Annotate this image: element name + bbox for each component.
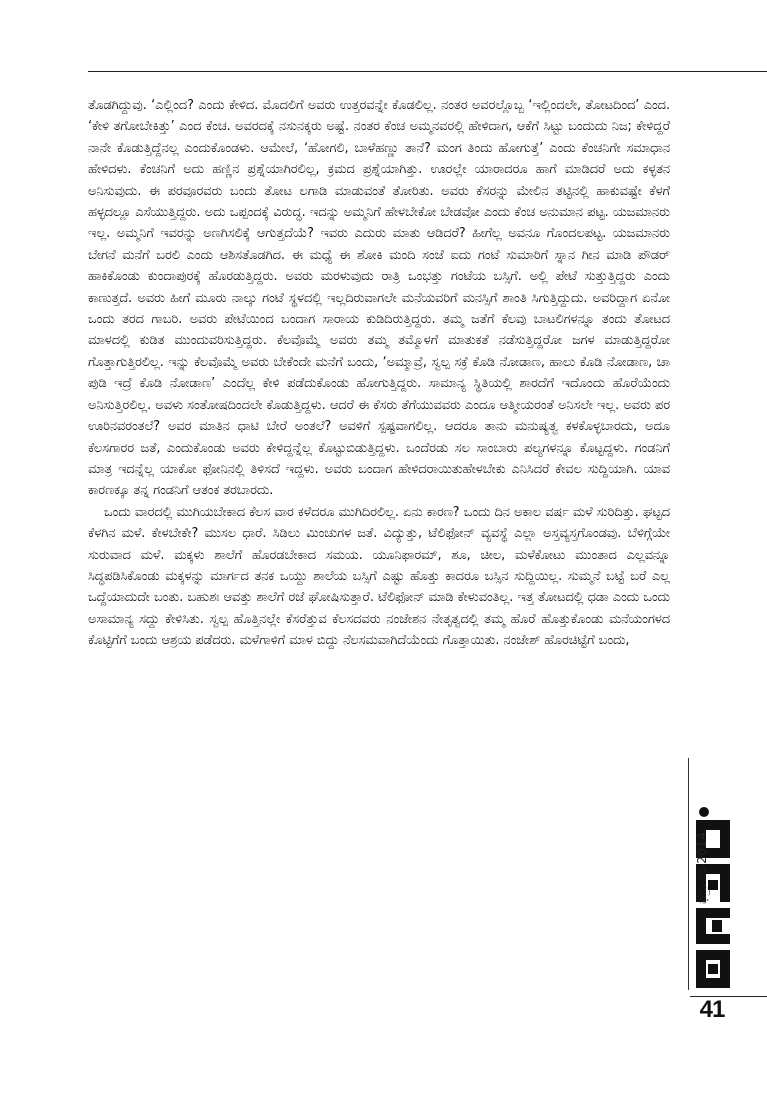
article-body <box>88 95 670 652</box>
paragraph-1: ತೊಡಗಿದ್ದುವು. ‘ಎಲ್ಲಿಂದ? ಎಂದು ಕೇಳಿದ. ಮೊದಲಿಗೆ ಅವರು ಉತ್ತರವನ್ನೇ ಕೊಡಲಿಲ್ಲ. ನಂತರ ಅವರಲ್ಲೊಬ್ಬ ‘ಇಲ್ಲಿಂದಲೇ, ತೋಟದಿಂದ’ ಎಂದ. ‘ಕೇಳಿ ತಗೋಬೇಕಿತ್ತು’ ಎಂದ ಕೆಂಚ. ಅವರದಕ್ಕೆ ನಸುನಕ್ಕರು ಅಷ್ಟೆ. ನಂತರ ಕೆಂಚ ಅಮ್ಮನವರಲ್ಲಿ ಹೇಳಿದಾಗ, ಆಕೆಗೆ ಸಿಟ್ಟು ಬಂದುದು ನಿಜ; ಕೇಳಿದ್ದರೆ ನಾನೇ ಕೊಡುತ್ತಿದ್ದೆನಲ್ಲ ಎಂದುಕೊಂಡಳು. ಆಮೇಲೆ, ‘ಹೋಗಲಿ, ಬಾಳೆಹಣ್ಣು ತಾನೆ? ಮಂಗ ತಿಂದು ಹೋಗುತ್ತೆ’ ಎಂದು ಕೆಂಚನಿಗೇ ಸಮಾಧಾನ ಹೇಳಿದಳು. ಕೆಂಚನಿಗೆ ಅದು ಹಣ್ಣಿನ ಪ್ರಶ್ನೆಯಾಗಿರಲಿಲ್ಲ, ಕ್ರಮದ ಪ್ರಶ್ನೆಯಾಗಿತ್ತು. ಊರಲ್ಲೇ ಯಾರಾದರೂ ಹಾಗೆ ಮಾಡಿದರೆ ಅದು ಕಳ್ಳತನ ಅನಿಸುವುದು. ಈ ಪರವೂರವರು ಬಂದು ತೋಟ ಲಗಾಡಿ ಮಾಡುವಂತೆ ತೋರಿತು. ಅವರು ಕೆಸರನ್ನು ಮೇಲಿನ ತಟ್ಟಿನಲ್ಲಿ ಹಾಕುವಷ್ಟೇ ಕೆಳಗೆ ಹಳ್ಳದಲ್ಲೂ ಎಸೆಯುತ್ತಿದ್ದರು. ಅದು ಒಪ್ಪಂದಕ್ಕೆ ವಿರುದ್ಧ. ಇದನ್ನು ಅಮ್ಮನಿಗೆ ಹೇಳಬೇಕೋ ಬೇಡವೋ ಎಂದು ಕೆಂಚ ಅನುಮಾನ ಪಟ್ಟ. ಯಜಮಾನರು ಇಲ್ಲ. ಅಮ್ಮನಿಗೆ ಇವರನ್ನು ಅಣಗಿಸಲಿಕ್ಕೆ ಆಗುತ್ತದೆಯೆ? ಇವರು ಎದುರು ಮಾತು ಆಡಿದರೆ? ಹೀಗೆಲ್ಲ ಅವನೂ ಗೊಂದಲಪಟ್ಟ. ಯಜಮಾನರು ಬೇಗನೆ ಮನೆಗೆ ಬರಲಿ ಎಂದು ಆಶಿಸತೊಡಗಿದ. ಈ ಮಧ್ಯೆ ಈ ಶೋಕಿ ಮಂದಿ ಸಂಜೆ ಐದು ಗಂಟೆ ಸುಮಾರಿಗೆ ಸ್ನಾನ ಗೀನ ಮಾಡಿ ಪೌಡರ್ ಹಾಕಿಕೊಂಡು ಕುಂದಾಪುರಕ್ಕೆ ಹೊರಡುತ್ತಿದ್ದರು. ಅವರು ಮರಳುವುದು ರಾತ್ರಿ ಒಂಭತ್ತು ಗಂಟೆಯ ಬಸ್ಸಿಗೆ. ಅಲ್ಲಿ ಪೇಟೆ ಸುತ್ತುತ್ತಿದ್ದರು ಎಂದು ಕಾಣುತ್ತದೆ. ಅವರು ಹೀಗೆ ಮೂರು ನಾಲ್ಕು ಗಂಟೆ ಸ್ಥಳದಲ್ಲಿ ಇಲ್ಲದಿರುವಾಗಲೇ ಮನೆಯವರಿಗೆ ಮನಸ್ಸಿಗೆ ಶಾಂತಿ ಸಿಗುತ್ತಿದ್ದುದು. ಅವರಿದ್ದಾಗ ಏನೋ ಒಂದು ತರದ ಗಾಬರಿ. ಅವರು ಪೇಟೆಯಿಂದ ಬಂದಾಗ ಸಾರಾಯ ಕುಡಿದಿರುತ್ತಿದ್ದರು. ತಮ್ಮ ಜತೆಗೆ ಕೆಲವು ಬಾಟಲಿಗಳನ್ನೂ ತಂದು ತೋಟದ ಮಾಳದಲ್ಲಿ ಕುಡಿತ ಮುಂದುವರಿಸುತ್ತಿದ್ದರು. ಕೆಲವೊಮ್ಮೆ ಅವರು ತಮ್ಮ ತಮ್ಮೊಳಗೆ ಮಾತುಕತೆ ನಡೆಸುತ್ತಿದ್ದರೋ ಜಗಳ ಮಾಡುತ್ತಿದ್ದರೋ ಗೊತ್ತಾಗುತ್ತಿರಲಿಲ್ಲ. ಇನ್ನು ಕೆಲವೊಮ್ಮೆ ಅವರು ಬೇಕೆಂದೇ ಮನೆಗೆ ಬಂದು, ‘ಅಮ್ಮಾವ್ರೆ, ಸ್ವಲ್ಪ ಸಕ್ರೆ ಕೊಡಿ ನೋಡಾಣ, ಹಾಲು ಕೊಡಿ ನೋಡಾಣ, ಚಾ ಪುಡಿ ಇದ್ರೆ ಕೊಡಿ ನೋಡಾಣ’ ಎಂದೆಲ್ಲ ಕೇಳಿ ಪಡೆದುಕೊಂಡು ಹೋಗುತ್ತಿದ್ದರು. ಸಾಮಾನ್ಯ ಸ್ಥಿತಿಯಲ್ಲಿ ಶಾರದೆಗೆ ಇದೊಂದು ಹೊರೆಯೆಂದು ಅನಿಸುತ್ತಿರಲಿಲ್ಲ. ಅವಳು ಸಂತೋಷದಿಂದಲೇ ಕೊಡುತ್ತಿದ್ದಳು. ಆದರೆ ಈ ಕೆಸರು ತೆಗೆಯುವವರು ಎಂದೂ ಆತ್ಮೀಯರಂತೆ ಅನಿಸಲೇ ಇಲ್ಲ. ಅವರು ಪರ ಊರಿನವರಂತಲೆ? ಅವರ ಮಾತಿನ ಧಾಟಿ ಬೇರೆ ಅಂತಲೆ? ಅವಳಿಗೆ ಸ್ಪಷ್ಟವಾಗಲಿಲ್ಲ. ಆದರೂ ತಾನು ಮನುಷ್ಯತ್ವ ಕಳಕೊಳ್ಳಬಾರದು, ಅದೂ ಕೆಲಸಗಾರರ ಜತೆ, ಎಂದುಕೊಂಡು ಅವರು ಕೇಳಿದ್ದನ್ನೆಲ್ಲ ಕೊಟ್ಟುಬಿಡುತ್ತಿದ್ದಳು. ಒಂದೆರಡು ಸಲ ಸಾಂಬಾರು ಪಲ್ಯಗಳನ್ನೂ ಕೊಟ್ಟದ್ದಳು. ಗಂಡನಿಗೆ ಮಾತ್ರ ಇದನ್ನೆಲ್ಲ ಯಾಕೋ ಫೋನಿನಲ್ಲಿ ತಿಳಿಸದೆ ಇದ್ದಳು. ಅವರು ಬಂದಾಗ ಹೇಳಿದರಾಯಿತುಹೇಳಬೇಕು ಎನಿಸಿದರೆ ಕೇವಲ ಸುದ್ದಿಯಾಗಿ. ಯಾವ ಕಾರಣಕ್ಕೂ ತನ್ನ ಗಂಡನಿಗೆ ಆತಂಕ ತರಬಾರದು. <box>88 98 670 499</box>
side-rule <box>688 758 689 990</box>
paragraph-2: ಒಂದು ವಾರದಲ್ಲಿ ಮುಗಿಯಬೇಕಾದ ಕೆಲಸ ವಾರ ಕಳೆದರೂ ಮುಗಿದಿರಲಿಲ್ಲ. ಏನು ಕಾರಣ? ಒಂದು ದಿನ ಅಕಾಲ ವರ್ಷ ಮಳೆ ಸುರಿದಿತ್ತು. ಘಟ್ಟದ ಕೆಳಗಿನ ಮಳೆ. ಕೇಳಬೇಕೇ? ಮುಸಲ ಧಾರೆ. ಸಿಡಿಲು ಮಿಂಚುಗಳ ಜತೆ. ವಿದ್ಯುತ್ತು, ಟೆಲಿಫೋನ್ ವ್ಯವಸ್ಥೆ ಎಲ್ಲಾ ಅಸ್ತವ್ಯಸ್ತಗೊಂಡವು. ಬೆಳಿಗ್ಗೆಯೇ ಸುರುವಾದ ಮಳೆ. ಮಕ್ಕಳು ಶಾಲೆಗೆ ಹೊರಡಬೇಕಾದ ಸಮಯ. ಯೂನಿಫಾರಮ್, ಶೂ, ಚೀಲ, ಮಳೆಕೋಟು ಮುಂತಾದ ಎಲ್ಲವನ್ನೂ ಸಿದ್ಧಪಡಿಸಿಕೊಂಡು ಮಕ್ಕಳನ್ನು ಮಾರ್ಗದ ತನಕ ಒಯ್ದು ಶಾಲೆಯ ಬಸ್ಸಿಗೆ ಎಷ್ಟು ಹೊತ್ತು ಕಾದರೂ ಬಸ್ಸಿನ ಸುದ್ದಿಯಿಲ್ಲ. ಸುಮ್ಮನೆ ಬಟ್ಟೆ ಬರೆ ಎಲ್ಲ ಒದ್ದೆಯಾದುದೇ ಬಂತು. ಬಹುಶಃ ಆವತ್ತು ಶಾಲೆಗೆ ರಜೆ ಘೋಷಿಸುತ್ತಾರೆ. ಟೆಲಿಫೋನ್ ಮಾಡಿ ಕೇಳುವಂತಿಲ್ಲ. ಇತ್ತ ತೋಟದಲ್ಲಿ ಧಡಾ ಎಂದು ಒಂದು ಅಸಾಮಾನ್ಯ ಸದ್ದು ಕೇಳಿಸಿತು. ಸ್ವಲ್ಪ ಹೊತ್ತಿನಲ್ಲೇ ಕೆಸರೆತ್ತುವ ಕೆಲಸದವರು ನಂಜೇಶನ ನೇತೃತ್ವದಲ್ಲಿ ತಮ್ಮ ಹೊರೆ ಹೊತ್ತುಕೊಂಡು ಮನೆಯಂಗಳದ ಕೊಟ್ಟಿಗೆಗೆ ಬಂದು ಆಶ್ರಯ ಪಡೆದರು. ಮಳೆಗಾಳಿಗೆ ಮಾಳ ಬಿದ್ದು ನೆಲಸಮವಾಗಿದೆಯೆಂದು ಗೊತ್ತಾಯಿತು. ನಂಜೇಶ್ ಹೊರಚಿಟ್ಟೆಗೆ ಬಂದು, <box>88 504 670 649</box>
page-number: 41 <box>699 996 725 1023</box>
issue-date: ಫೆಬ್ರುವರಿ 2014 <box>694 832 709 904</box>
header-rule <box>88 71 767 72</box>
